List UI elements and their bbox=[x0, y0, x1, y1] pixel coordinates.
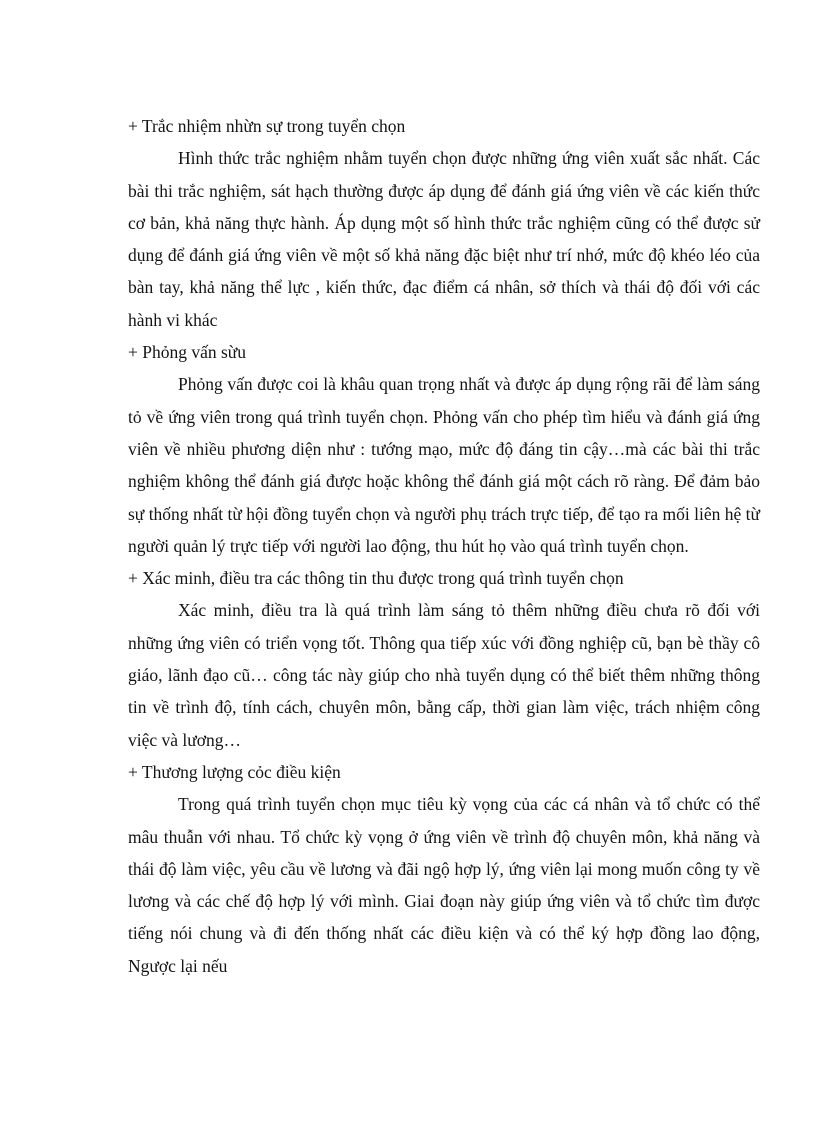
section-heading-trac-nghiem: + Trắc nhiệm nhừn sự trong tuyển chọn bbox=[128, 116, 406, 136]
section-paragraph-thuong-luong: Trong quá trình tuyển chọn mục tiêu kỳ vọng của các cá nhân và tổ chức có thể mâu thuẫn với nhau. Tổ chức kỳ vọng ở ứng viên về trình độ chuyên môn, khả năng và thái độ làm việc, yêu cầu về lương và đãi ngộ hợp lý, ứng viên lại mong muốn công ty về lương và các chế độ hợp lý với mình. Giai đoạn này giúp ứng viên và tổ chức tìm được tiếng nói chung và đi đến thống nhất các điều kiện và có thể ký hợp đồng lao động, Ngược lại nếu bbox=[128, 794, 760, 976]
section-paragraph-xac-minh: Xác minh, điều tra là quá trình làm sáng tỏ thêm những điều chưa rõ đối với những ứng viên có triển vọng tốt. Thông qua tiếp xúc với đồng nghiệp cũ, bạn bè thầy cô giáo, lãnh đạo cũ… công tác này giúp cho nhà tuyển dụng có thể biết thêm những thông tin về trình độ, tính cách, chuyên môn, bằng cấp, thời gian làm việc, trách nhiệm công việc và lương… bbox=[128, 600, 760, 750]
section-heading-xac-minh: + Xác minh, điều tra các thông tin thu được trong quá trình tuyển chọn bbox=[128, 568, 624, 589]
section-heading-phong-van: + Phỏng vấn sừu bbox=[128, 342, 247, 363]
section-heading-thuong-luong: + Thương lượng cỏc điều kiện bbox=[128, 761, 341, 782]
document-body bbox=[128, 110, 760, 982]
section-paragraph-trac-nghiem: Hình thức trắc nghiệm nhằm tuyển chọn được những ứng viên xuất sắc nhất. Các bài thi trắc nghiệm, sát hạch thường được áp dụng để đánh giá ứng viên về các kiến thức cơ bản, khả năng thực hành. Áp dụng một số hình thức trắc nghiệm cũng có thể được sử dụng để đánh giá ứng viên về một số khả năng đặc biệt như trí nhớ, mức độ khéo léo của bàn tay, khả năng thể lực , kiến thức, đạc điểm cá nhân, sở thích và thái độ đối với các hành vi khác bbox=[128, 148, 760, 330]
section-paragraph-phong-van: Phỏng vấn được coi là khâu quan trọng nhất và được áp dụng rộng rãi để làm sáng tỏ về ứng viên trong quá trình tuyển chọn. Phỏng vấn cho phép tìm hiểu và đánh giá ứng viên về nhiều phương diện như : tướng mạo, mức độ đáng tin cậy…mà các bài thi trắc nghiệm không thể đánh giá được hoặc không thể đánh giá một cách rõ ràng. Để đảm bảo sự thống nhất từ hội đồng tuyển chọn và người phụ trách trực tiếp, để tạo ra mối liên hệ từ người quản lý trực tiếp với người lao động, thu hút họ vào quá trình tuyển chọn. bbox=[128, 374, 760, 556]
